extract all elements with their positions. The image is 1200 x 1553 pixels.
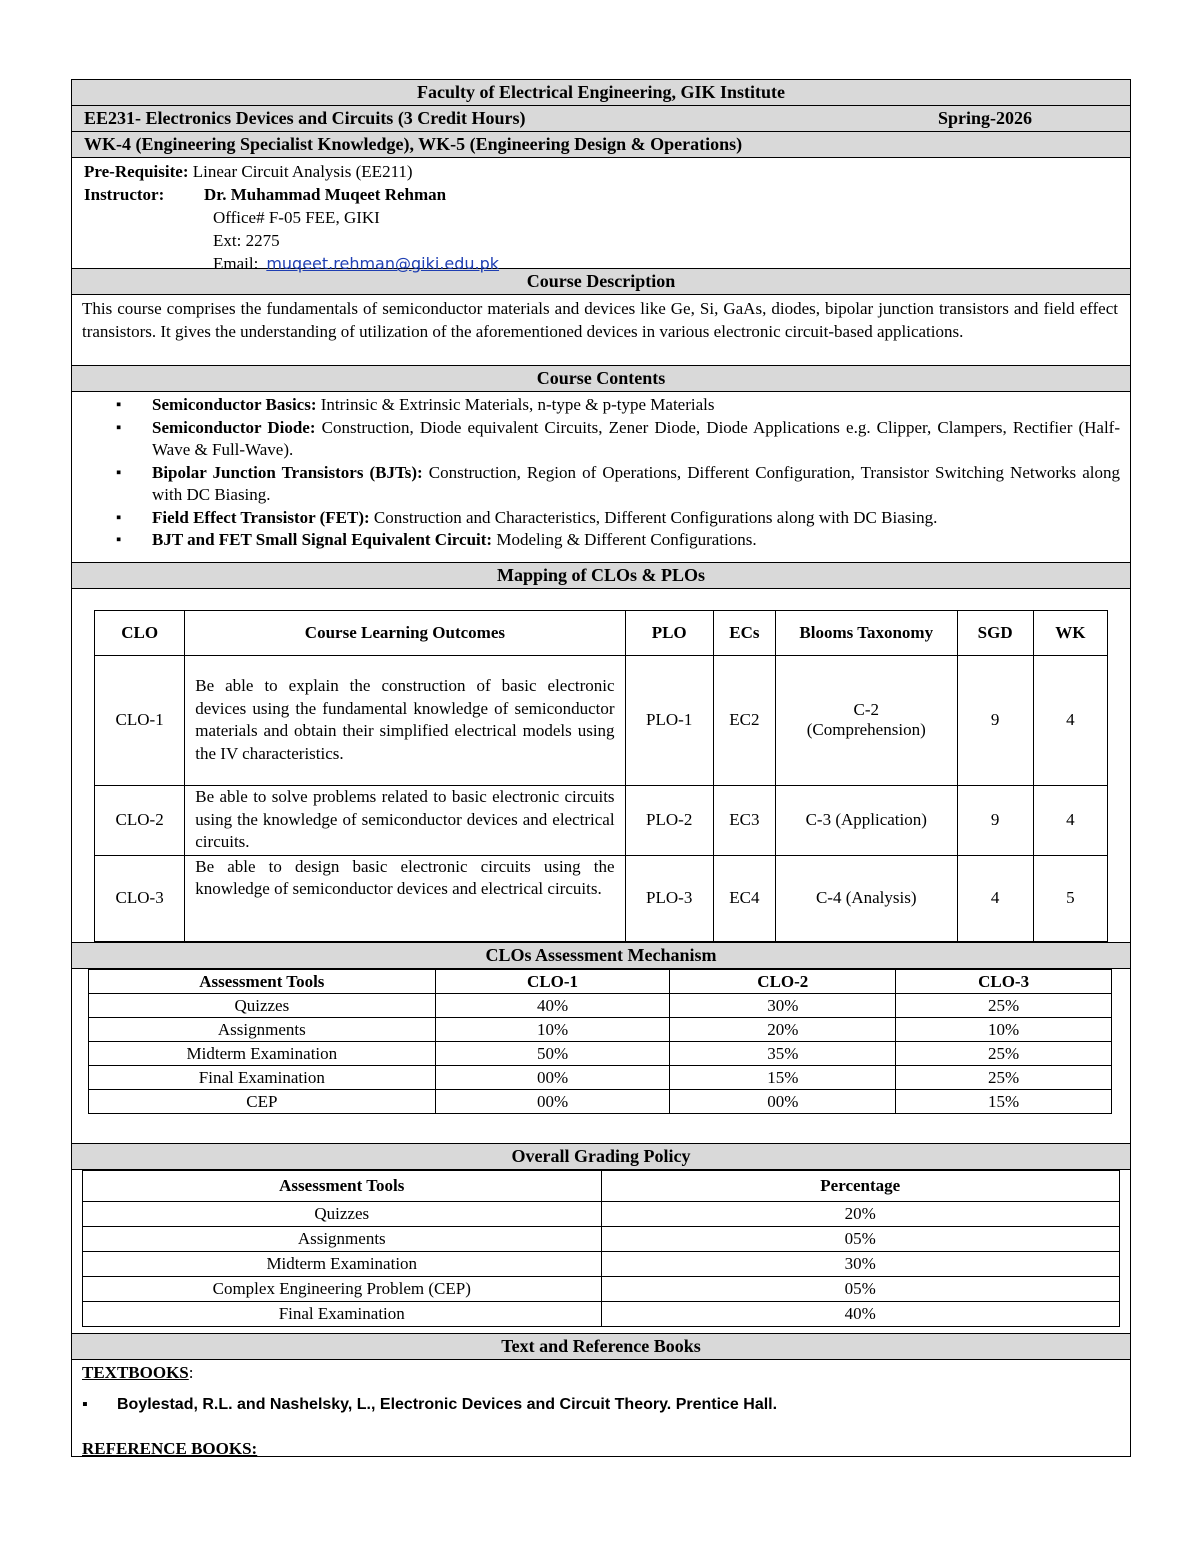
- outcome-cell: Be able to explain the construction of basic electronic devices using the fundamental knowledge of semiconductor materials and obtain their simplified electrical models using the IV characteristics.: [185, 655, 625, 785]
- tool-cell: Assignments: [83, 1226, 602, 1251]
- table-row: [95, 855, 1108, 941]
- list-item: [152, 529, 1120, 552]
- tool-cell: Complex Engineering Problem (CEP): [83, 1276, 602, 1301]
- column-header: Assessment Tools: [83, 1170, 602, 1201]
- tool-cell: Quizzes: [89, 993, 436, 1017]
- course-info: [72, 158, 1130, 273]
- value-cell: 40%: [435, 993, 670, 1017]
- value-cell: 00%: [435, 1089, 670, 1113]
- item-heading: Semiconductor Basics:: [152, 395, 317, 414]
- textbook-item: ▪ Boylestad, R.L. and Nashelsky, L., Electronic Devices and Circuit Theory. Prentice Hall.: [82, 1394, 1120, 1416]
- books-heading: Text and Reference Books: [72, 1334, 1130, 1360]
- item-heading: Field Effect Transistor (FET):: [152, 507, 370, 527]
- percentage-cell: 20%: [601, 1201, 1120, 1226]
- clo-plo-table: [94, 610, 1108, 942]
- table-row: [89, 1017, 1112, 1041]
- email-link[interactable]: muqeet.rehman@giki.edu.pk: [266, 254, 500, 273]
- column-header: PLO: [625, 610, 713, 655]
- semester: Spring-2026: [937, 108, 1032, 128]
- table-row: [89, 1065, 1112, 1089]
- value-cell: 50%: [435, 1041, 670, 1065]
- clo-cell: CLO-1: [95, 655, 185, 785]
- column-header: Assessment Tools: [89, 969, 436, 993]
- tool-cell: Quizzes: [83, 1201, 602, 1226]
- contents-list: [72, 392, 1130, 562]
- value-cell: 35%: [670, 1041, 896, 1065]
- tool-cell: Midterm Examination: [83, 1251, 602, 1276]
- table-row: [89, 993, 1112, 1017]
- table-row: [83, 1276, 1120, 1301]
- contents-heading: Course Contents: [72, 366, 1130, 392]
- item-text: Construction, Diode equivalent Circuits, Zener Diode, Diode Applications e.g. Clipper, Clampers, Rectifier (Half-Wave & Full-Wave).: [152, 417, 1121, 459]
- item-text: Construction, Region of Operations, Different Configuration, Transistor Switching Networks along with DC Biasing.: [152, 462, 1120, 504]
- table-row: [89, 1089, 1112, 1113]
- table-row: [95, 785, 1108, 855]
- column-header: Blooms Taxonomy: [775, 610, 957, 655]
- column-header: ECs: [713, 610, 775, 655]
- column-header: CLO: [95, 610, 185, 655]
- value-cell: 30%: [670, 993, 896, 1017]
- list-item: [152, 394, 1120, 417]
- ec-cell: EC4: [713, 855, 775, 941]
- value-cell: 10%: [435, 1017, 670, 1041]
- extension: Ext: 2275: [213, 231, 280, 250]
- mapping-section: [72, 589, 1130, 943]
- bloom-name: (Comprehension): [806, 720, 926, 739]
- column-header: Percentage: [601, 1170, 1120, 1201]
- clo-cell: CLO-3: [95, 855, 185, 941]
- table-header-row: [89, 969, 1112, 993]
- list-item: [152, 417, 1120, 462]
- course-title: EE231- Electronics Devices and Circuits (3 Credit Hours): [84, 108, 526, 128]
- value-cell: 00%: [435, 1065, 670, 1089]
- item-text: Intrinsic & Extrinsic Materials, n-type & p-type Materials: [316, 395, 715, 414]
- tool-cell: Final Examination: [89, 1065, 436, 1089]
- percentage-cell: 05%: [601, 1276, 1120, 1301]
- prereq-value: Linear Circuit Analysis (EE211): [192, 162, 413, 181]
- prereq-label: Pre-Requisite:: [84, 162, 189, 181]
- percentage-cell: 30%: [601, 1251, 1120, 1276]
- column-header: WK: [1033, 610, 1107, 655]
- table-row: [89, 1041, 1112, 1065]
- tool-cell: CEP: [89, 1089, 436, 1113]
- tool-cell: Assignments: [89, 1017, 436, 1041]
- table-row: [83, 1201, 1120, 1226]
- faculty-title: Faculty of Electrical Engineering, GIK Institute: [72, 80, 1130, 106]
- outcome-cell: Be able to design basic electronic circuits using the knowledge of semiconductor devices and electrical circuits.: [185, 855, 625, 941]
- bloom-cell: C-3 (Application): [775, 785, 957, 855]
- value-cell: 25%: [896, 1041, 1112, 1065]
- bloom-cell: C-4 (Analysis): [775, 855, 957, 941]
- textbooks-label: TEXTBOOKS: [82, 1362, 189, 1382]
- value-cell: 15%: [896, 1089, 1112, 1113]
- column-header: Course Learning Outcomes: [185, 610, 625, 655]
- outcome-cell: Be able to solve problems related to basic electronic circuits using the knowledge of semiconductor devices and electrical circuits.: [185, 785, 625, 855]
- table-row: [83, 1226, 1120, 1251]
- table-header-row: [83, 1170, 1120, 1201]
- reference-books-label: REFERENCE BOOKS:: [82, 1438, 258, 1458]
- sgd-cell: 9: [957, 655, 1033, 785]
- column-header: CLO-1: [435, 969, 670, 993]
- assessment-heading: CLOs Assessment Mechanism: [72, 943, 1130, 969]
- email-label: Email:: [213, 254, 259, 273]
- sgd-cell: 4: [957, 855, 1033, 941]
- item-heading: Bipolar Junction Transistors (BJTs):: [152, 462, 423, 482]
- assessment-section: [72, 969, 1130, 1144]
- value-cell: 20%: [670, 1017, 896, 1041]
- instructor-name: Dr. Muhammad Muqeet Rehman: [204, 185, 447, 204]
- ec-cell: EC2: [713, 655, 775, 785]
- value-cell: 15%: [670, 1065, 896, 1089]
- percentage-cell: 05%: [601, 1226, 1120, 1251]
- bloom-cell: [775, 655, 957, 785]
- wk-cell: 5: [1033, 855, 1107, 941]
- item-text: Modeling & Different Configurations.: [492, 530, 757, 549]
- course-description: This course comprises the fundamentals of semiconductor materials and devices like Ge, Si, GaAs, diodes, bipolar junction transistors and field effect transistors. It gives the understanding of utilization of the aforementioned devices in various electronic circuit-based applications.: [72, 295, 1130, 366]
- clo-cell: CLO-2: [95, 785, 185, 855]
- tool-cell: Final Examination: [83, 1301, 602, 1326]
- item-text: Construction and Characteristics, Different Configurations along with DC Biasing.: [369, 507, 938, 527]
- office: Office# F-05 FEE, GIKI: [213, 208, 380, 227]
- table-row: [83, 1251, 1120, 1276]
- plo-cell: PLO-3: [625, 855, 713, 941]
- grading-section: [72, 1170, 1130, 1334]
- sgd-cell: 9: [957, 785, 1033, 855]
- wk-cell: 4: [1033, 655, 1107, 785]
- table-row: [95, 655, 1108, 785]
- knowledge-profile: WK-4 (Engineering Specialist Knowledge), WK-5 (Engineering Design & Operations): [72, 132, 1130, 158]
- tool-cell: Midterm Examination: [89, 1041, 436, 1065]
- table-header-row: [95, 610, 1108, 655]
- list-item: [152, 507, 1120, 530]
- plo-cell: PLO-2: [625, 785, 713, 855]
- table-row: [83, 1301, 1120, 1326]
- books-section: TEXTBOOKS: ▪ Boylestad, R.L. and Nashelsky, L., Electronic Devices and Circuit Theory. Prentice Hall. REFERENCE BOOKS:: [72, 1360, 1130, 1456]
- plo-cell: PLO-1: [625, 655, 713, 785]
- contents-section: [72, 392, 1130, 563]
- item-heading: Semiconductor Diode:: [152, 417, 316, 437]
- grading-heading: Overall Grading Policy: [72, 1144, 1130, 1170]
- column-header: CLO-3: [896, 969, 1112, 993]
- description-heading: Course Description: [72, 269, 1130, 295]
- bloom-code: C-2: [853, 700, 879, 719]
- value-cell: 00%: [670, 1089, 896, 1113]
- mapping-heading: Mapping of CLOs & PLOs: [72, 563, 1130, 589]
- wk-cell: 4: [1033, 785, 1107, 855]
- column-header: SGD: [957, 610, 1033, 655]
- ec-cell: EC3: [713, 785, 775, 855]
- grading-table: [82, 1170, 1120, 1327]
- assessment-table: [88, 969, 1112, 1114]
- list-item: [152, 462, 1120, 507]
- course-title-row: [72, 106, 1130, 132]
- item-heading: BJT and FET Small Signal Equivalent Circuit:: [152, 530, 493, 549]
- instructor-label: Instructor:: [84, 185, 165, 204]
- value-cell: 10%: [896, 1017, 1112, 1041]
- course-outline-document: [71, 79, 1131, 1457]
- value-cell: 25%: [896, 993, 1112, 1017]
- value-cell: 25%: [896, 1065, 1112, 1089]
- percentage-cell: 40%: [601, 1301, 1120, 1326]
- column-header: CLO-2: [670, 969, 896, 993]
